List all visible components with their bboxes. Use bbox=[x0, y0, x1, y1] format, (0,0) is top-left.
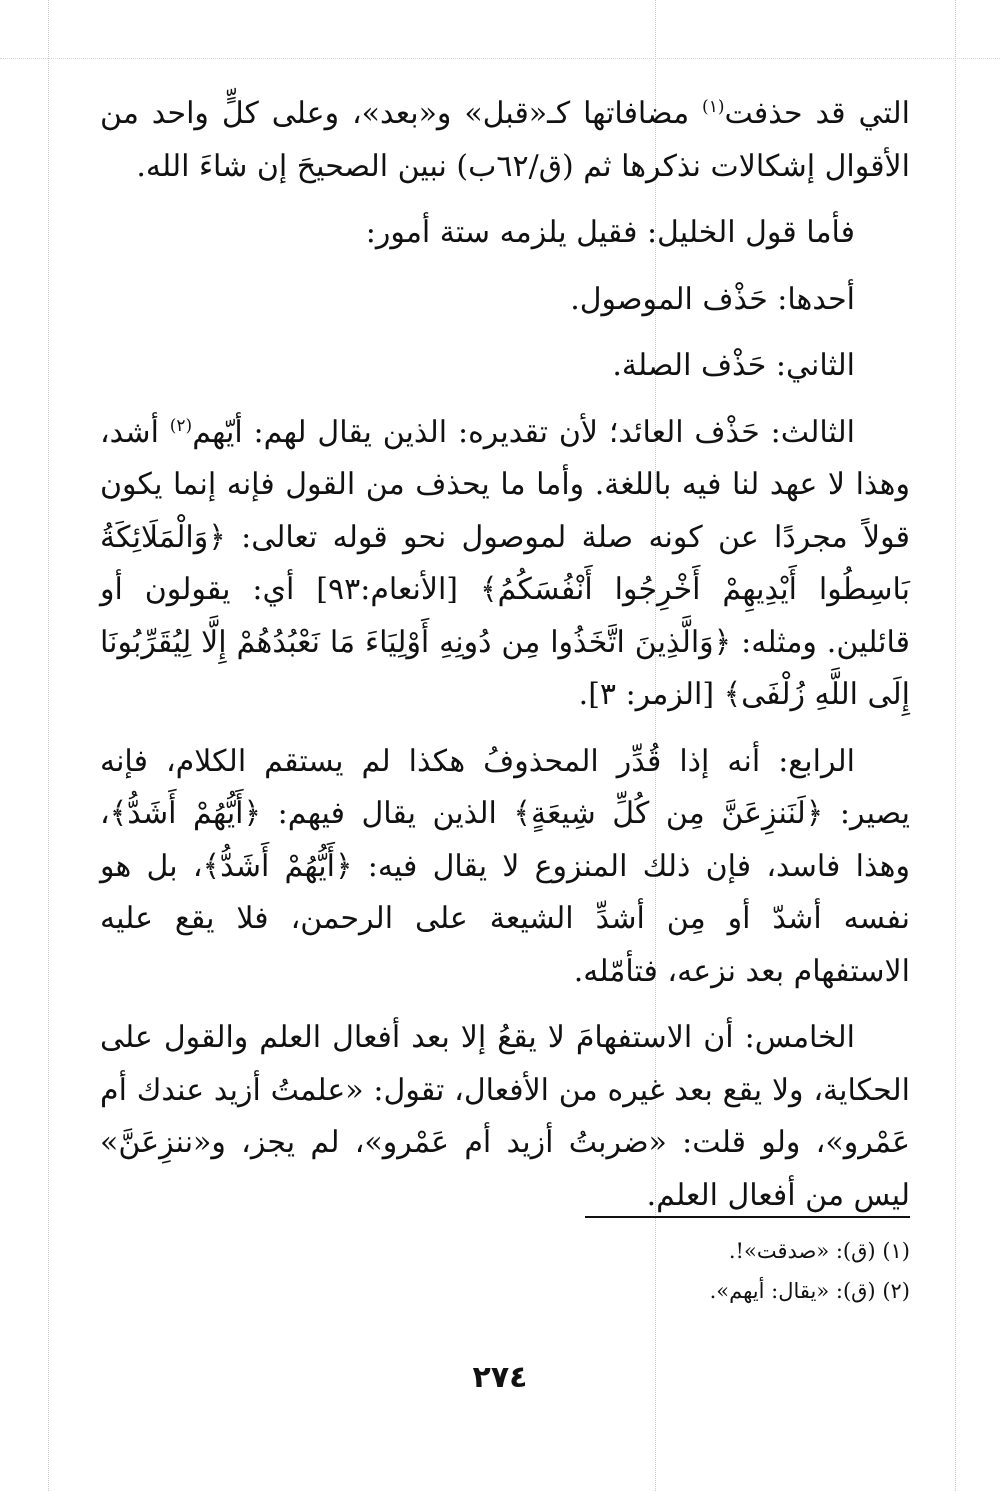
footnote-text: (ق): «يقال: أيهم». bbox=[709, 1278, 876, 1303]
paragraph-text: الخامس: أن الاستفهامَ لا يقعُ إلا بعد أفعال العلم والقول على الحكاية، ولا يقع بعد غيره من الأفعال، تقول: «علمتُ أزيد عندك أم عَمْرو»، ولو قلت: «ضربتُ أزيد أم عَمْرو»، لم يجز، و«ننزِعَنَّ» ليس من أفعال العلم. bbox=[100, 1020, 910, 1213]
paragraph bbox=[100, 736, 910, 999]
paragraph bbox=[100, 88, 910, 193]
paragraph-text: أحدها: حَذْف الموصول. bbox=[570, 281, 855, 317]
footnotes bbox=[100, 1232, 910, 1312]
paragraph-text: مضافاتها كـ«قبل» و«بعد»، وعلى كلٍّ واحد من الأقوال إشكالات نذكرها ثم (ق/٦٢ب) نبين الصحيحَ إن شاءَ الله. bbox=[100, 96, 910, 184]
paragraph-text: الثالث: حَذْف العائد؛ لأن تقديره: الذين يقال لهم: أيّهم bbox=[192, 414, 856, 450]
footnote bbox=[100, 1232, 910, 1272]
paragraph-text: الثاني: حَذْف الصلة. bbox=[612, 348, 855, 383]
footnote bbox=[100, 1272, 910, 1312]
paragraph bbox=[100, 340, 910, 393]
footnote-reference: (٢) bbox=[169, 415, 193, 436]
footnote-text: (ق): «صدقت»!. bbox=[728, 1239, 876, 1263]
scan-guide-line bbox=[955, 0, 956, 1491]
paragraph bbox=[100, 274, 910, 327]
paragraph bbox=[100, 1012, 910, 1222]
footnote-number: (٢) bbox=[882, 1278, 910, 1303]
footnote-divider bbox=[585, 1216, 910, 1218]
paragraph-text: التي قد حذفت bbox=[724, 96, 910, 131]
footnote-number: (١) bbox=[882, 1239, 910, 1263]
page-body bbox=[100, 88, 910, 1236]
paragraph-text: الرابع: أنه إذا قُدِّر المحذوفُ هكذا لم يستقم الكلام، فإنه يصير: ﴿لَنَنزِعَنَّ مِن كُلِّ شِيعَةٍ﴾ الذين يقال فيهم: ﴿أَيُّهُمْ أَشَدُّ﴾، وهذا فاسد، فإن ذلك المنزوع لا يقال فيه: ﴿أَيُّهُمْ أَشَدُّ﴾، بل هو نفسه أشدّ أو مِن أشدِّ الشيعة على الرحمن، فلا يقع عليه الاستفهام بعد نزعه، فتأمّله. bbox=[100, 743, 910, 989]
paragraph-text: فأما قول الخليل: فقيل يلزمه ستة أمور: bbox=[365, 215, 855, 250]
page-number: ٢٧٤ bbox=[472, 1360, 528, 1395]
scan-guide-line bbox=[0, 58, 1000, 59]
paragraph bbox=[100, 407, 910, 722]
paragraph-text: أشد، وهذا لا عهد لنا فيه باللغة. وأما ما يحذف من القول فإنه إنما يكون قولاً مجردًا عن كونه صلة لموصول نحو قوله تعالى: ﴿وَالْمَلَائِكَةُ بَاسِطُوا أَيْدِيهِمْ أَخْرِجُوا أَنْفُسَكُمُ﴾ [الأنعام:٩٣] أي: يقولون أو قائلين. ومثله: ﴿وَالَّذِينَ اتَّخَذُوا مِن دُونِهِ أَوْلِيَاءَ مَا نَعْبُدُهُمْ إِلَّا لِيُقَرِّبُونَا إِلَى اللَّهِ زُلْفَى﴾ [الزمر: ٣]. bbox=[100, 414, 910, 712]
footnote-reference: (١) bbox=[702, 97, 725, 117]
scan-guide-line bbox=[48, 0, 49, 1491]
paragraph bbox=[100, 207, 910, 260]
